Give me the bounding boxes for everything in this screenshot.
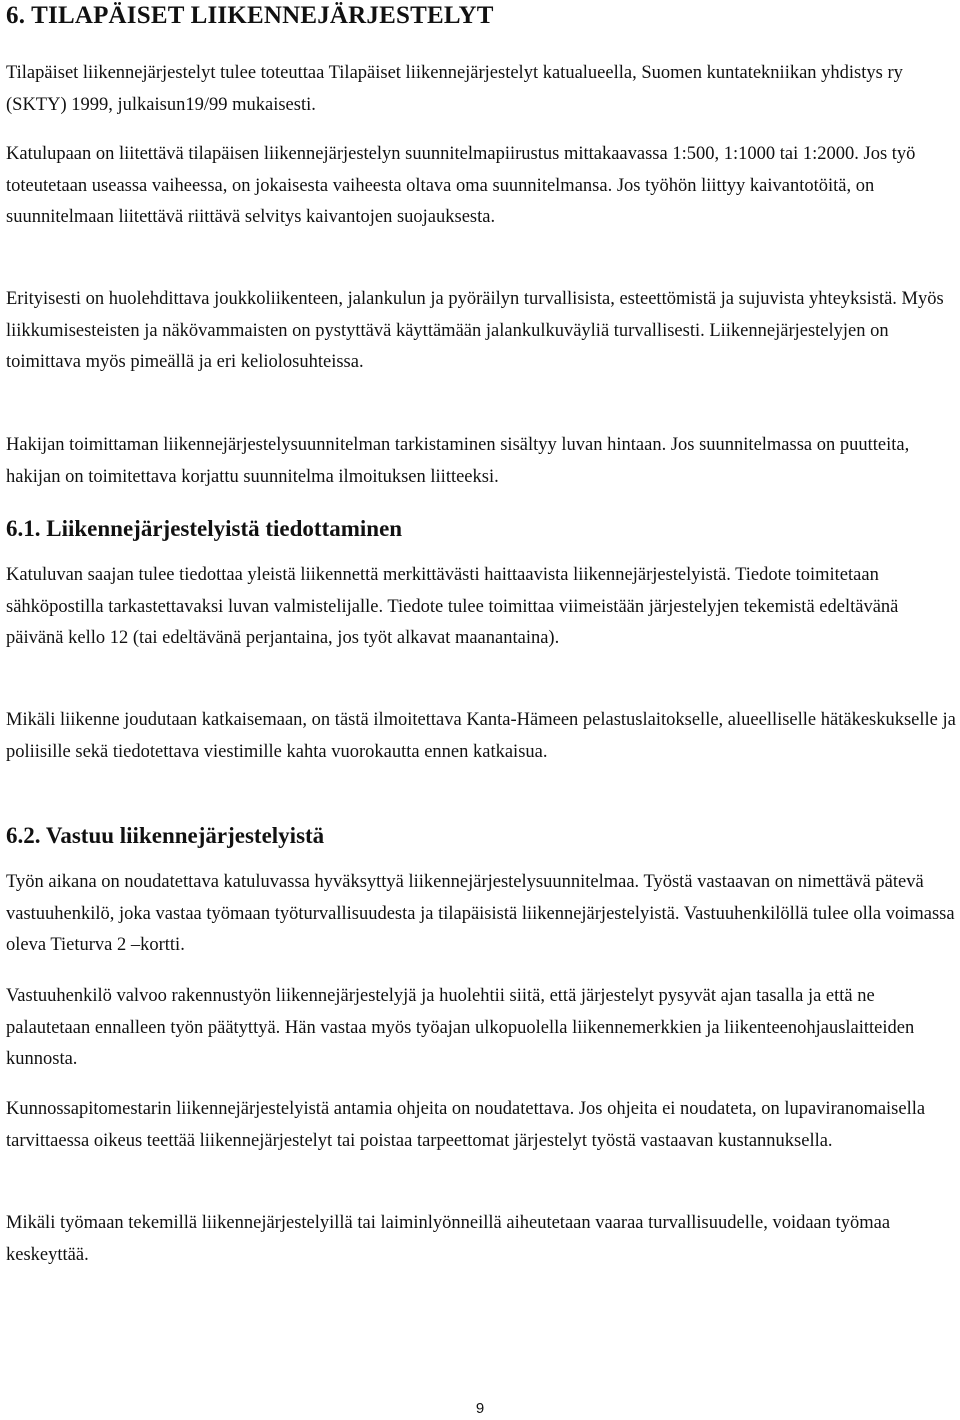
paragraph-road-closure: Mikäli liikenne joudutaan katkaisemaan, on tästä ilmoitettava Kanta-Hämeen pelastuslaitokselle, alueelliselle hätäkeskukselle ja poliisille sekä tiedotettava viestimille kahta vuorokautta ennen katkaisua.	[6, 710, 956, 762]
paragraph-intro: Tilapäiset liikennejärjestelyt tulee toteuttaa Tilapäiset liikennejärjestelyt katualueella, Suomen kuntatekniikan yhdistys ry (SKTY) 1999, julkaisun19/99 mukaisesti.	[6, 63, 903, 115]
paragraph-accessibility: Erityisesti on huolehdittava joukkoliikenteen, jalankulun ja pyöräilyn turvallisista, esteettömistä ja sujuvista yhteyksistä. Myös liikkumisesteisten ja näkövammaisten on pystyttävä käyttämään jalankulkuväyliä turvallisesti. Liikennejärjestelyjen on toimittava myös pimeällä ja eri keliolosuhteissa.	[6, 289, 944, 372]
paragraph-suspension: Mikäli työmaan tekemillä liikennejärjestelyillä tai laiminlyönneillä aiheutetaan vaaraa turvallisuudelle, voidaan työmaa keskeyttää.	[6, 1213, 891, 1265]
section-heading: 6. TILAPÄISET LIIKENNEJÄRJESTELYT	[6, 2, 494, 29]
paragraph-notice: Katuluvan saajan tulee tiedottaa yleistä liikennettä merkittävästi haittaavista liikennejärjestelyistä. Tiedote toimitetaan sähköpostilla tarkastettavaksi luvan valmistelijalle. Tiedote tulee toimittaa viimeistään järjestelyjen tekemistä edeltävänä päivänä kello 12 (tai edeltävänä perjantaina, jos työt alkavat maanantaina).	[6, 565, 899, 648]
subsection-heading-responsibility: 6.2. Vastuu liikennejärjestelyistä	[6, 823, 325, 848]
paragraph-instructions: Kunnossapitomestarin liikennejärjestelyistä antamia ohjeita on noudatettava. Jos ohjeita ei noudateta, on lupaviranomaisella tarvittaessa oikeus teettää liikennejärjestelyt tai poistaa tarpeettomat järjestelyt työstä vastaavan kustannuksella.	[6, 1099, 926, 1151]
paragraph-plan-review: Hakijan toimittaman liikennejärjestelysuunnitelman tarkistaminen sisältyy luvan hintaan. Jos suunnitelmassa on puutteita, hakijan on toimitettava korjattu suunnitelma ilmoituksen liitteeksi.	[6, 435, 910, 487]
paragraph-responsible-person: Työn aikana on noudatettava katuluvassa hyväksyttyä liikennejärjestelysuunnitelmaa. Työstä vastaavan on nimettävä pätevä vastuuhenkilö, joka vastaa työmaan työturvallisuudesta ja tilapäisistä liikennejärjestelyistä. Vastuuhenkilöllä tulee olla voimassa oleva Tieturva 2 –kortti.	[6, 872, 955, 955]
subsection-heading-notification: 6.1. Liikennejärjestelyistä tiedottaminen	[6, 516, 403, 541]
page-number: 9	[475, 1400, 485, 1417]
paragraph-plan-drawing: Katulupaan on liitettävä tilapäisen liikennejärjestelyn suunnitelmapiirustus mittakaavassa 1:500, 1:1000 tai 1:2000. Jos työ toteutetaan useassa vaiheessa, on jokaisesta vaiheesta oltava oma suunnitelmansa. Jos työhön liittyy kaivantotöitä, on suunnitelmaan liitettävä riittävä selvitys kaivantojen suojauksesta.	[6, 144, 916, 227]
paragraph-supervision: Vastuuhenkilö valvoo rakennustyön liikennejärjestelyjä ja huolehtii siitä, että järjestelyt pysyvät ajan tasalla ja että ne palautetaan ennalleen työn päätyttyä. Hän vastaa myös työajan ulkopuolella liikennemerkkien ja liikenteenohjauslaitteiden kunnosta.	[6, 986, 915, 1069]
